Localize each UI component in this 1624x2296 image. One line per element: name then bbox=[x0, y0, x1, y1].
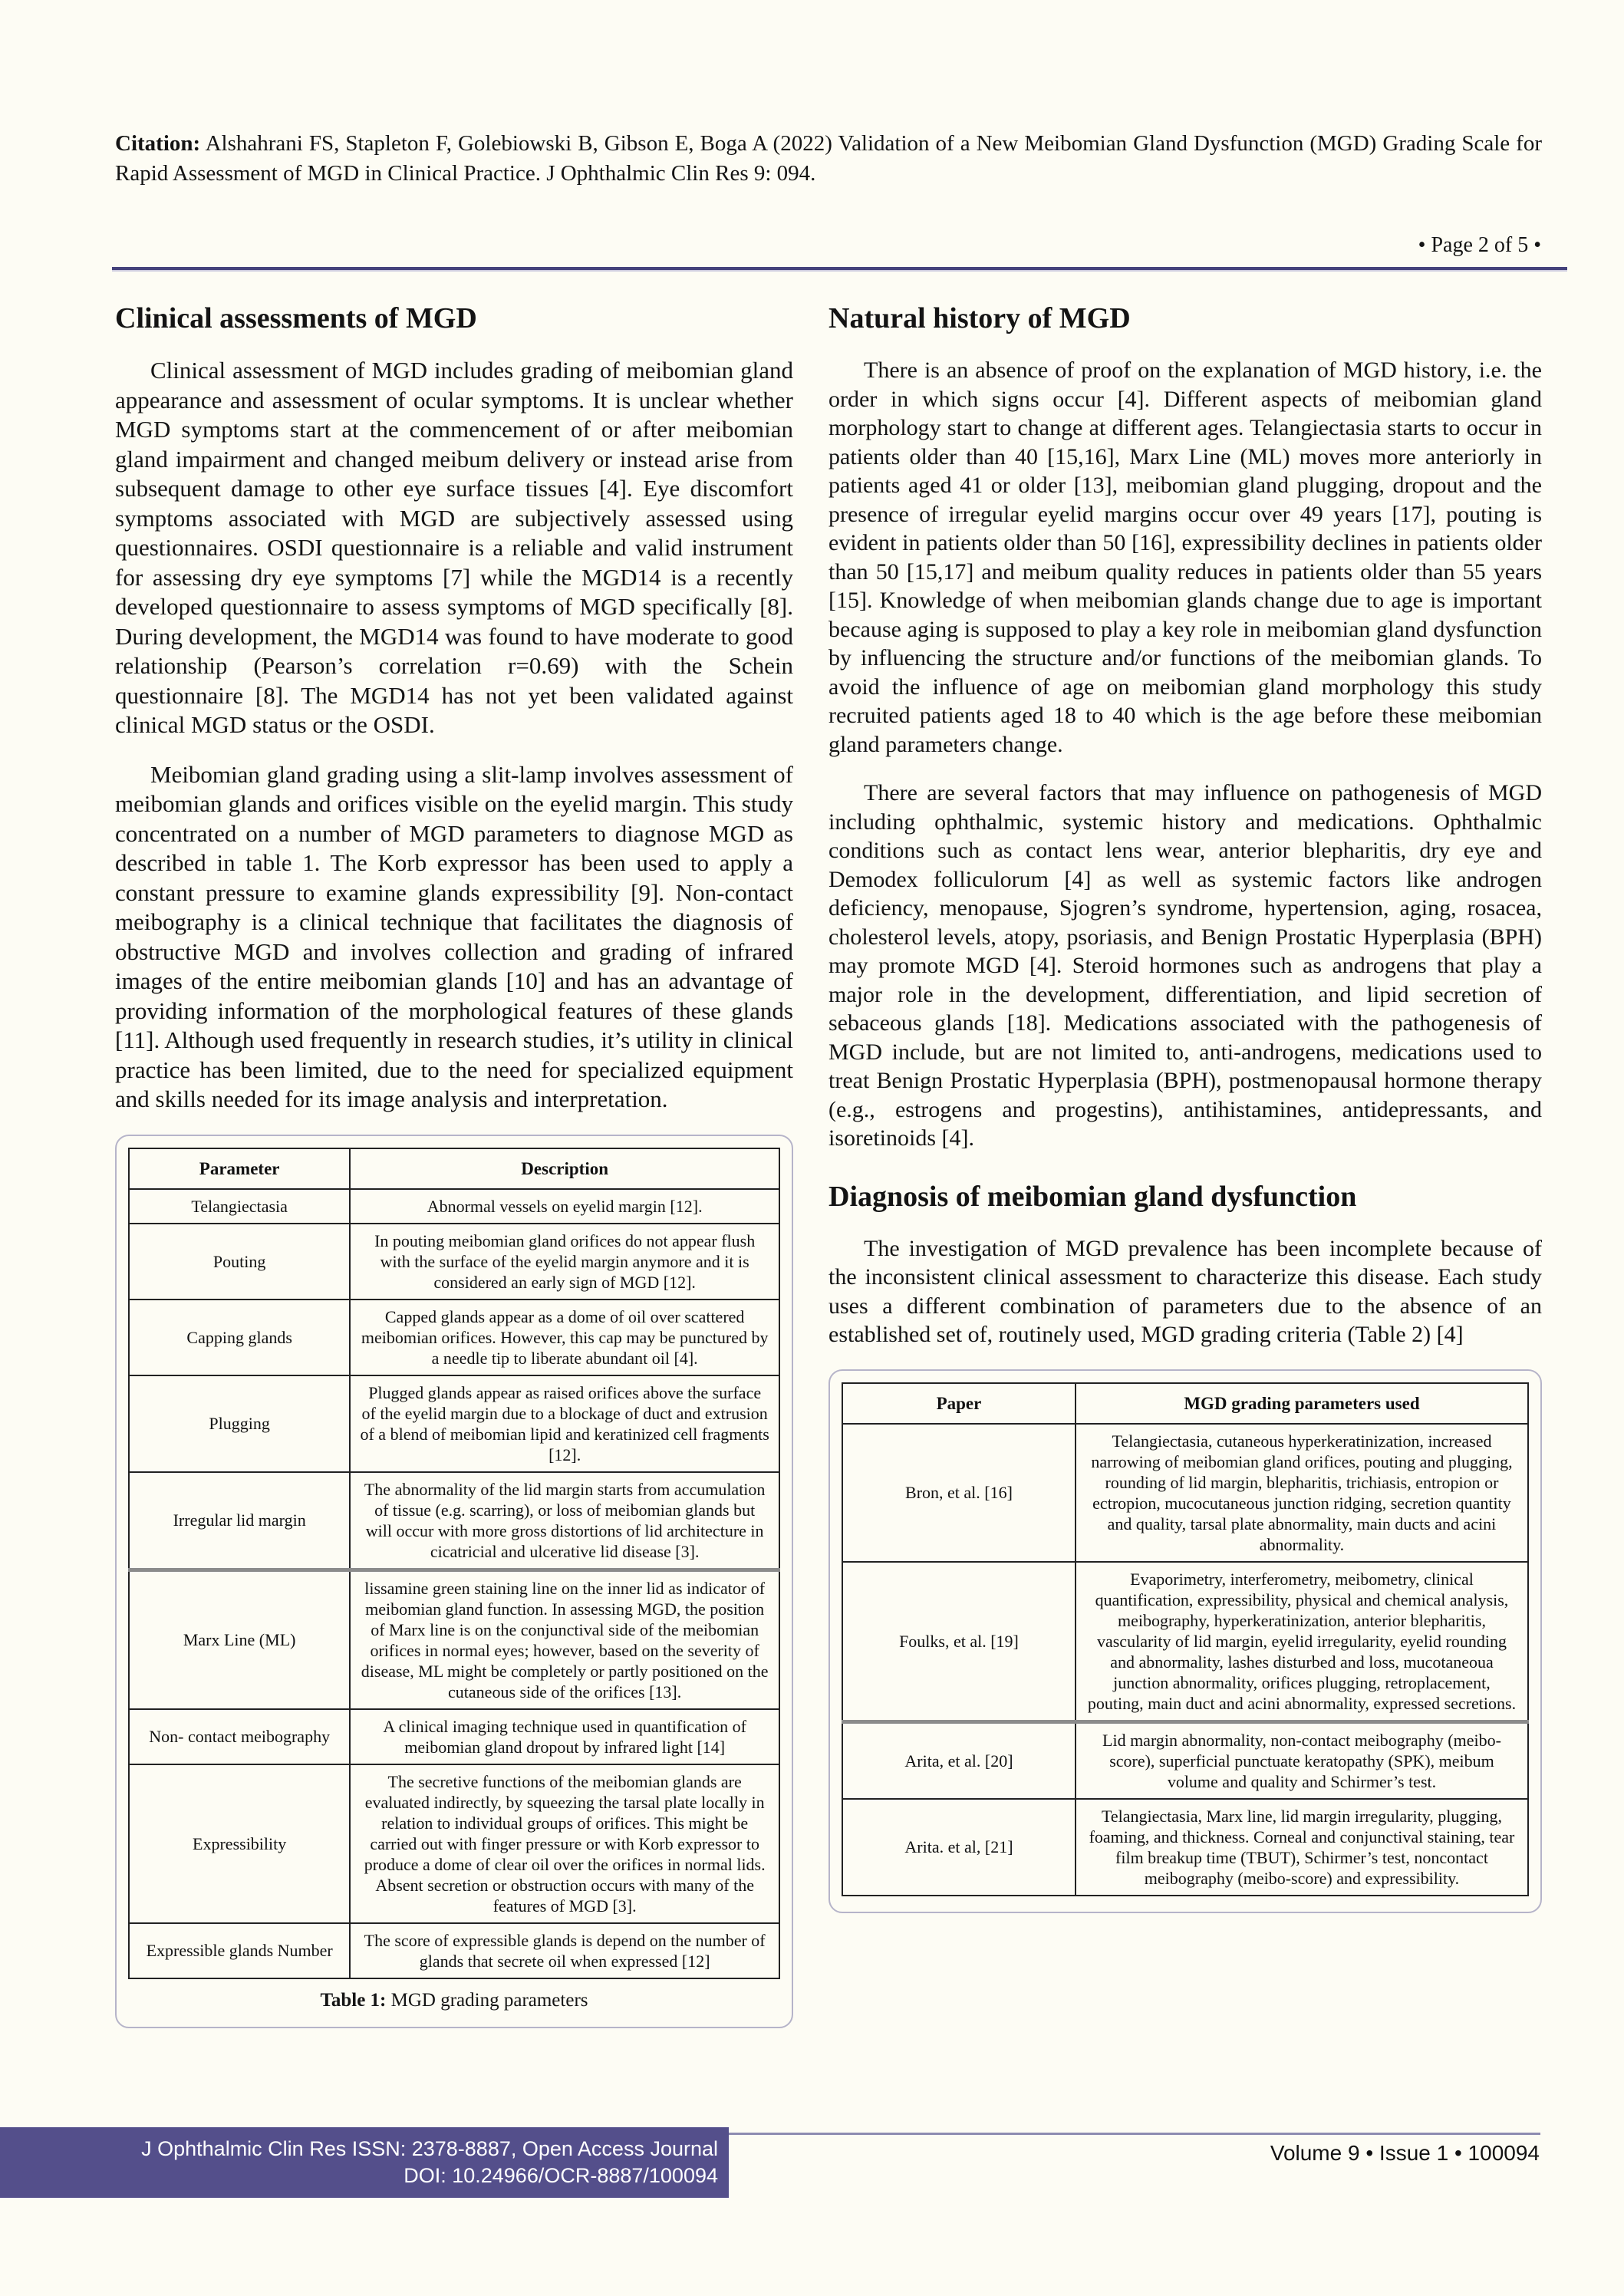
header-rule bbox=[112, 267, 1567, 272]
paragraph: Meibomian gland grading using a slit-lamp involves assessment of meibomian glands and orifices visible on the eyelid margin. This study concentrated on a number of MGD parameters to diagnose MGD as described in table 1. The Korb expressor has been used to apply a constant pressure to examine glands expressibility [9]. Non-contact meibography is a clinical technique that facilitates the diagnosis of obstructive MGD and involves collection and grading of infrared images of the entire meibomian glands [10] and has an advantage of providing information of the morphological features of these glands [11]. Although used frequently in research studies, it’s utility in clinical practice has been limited, due to the need for specialized equipment and skills needed for its image analysis and interpretation. bbox=[115, 760, 793, 1112]
description-cell: The secretive functions of the meibomian glands are evaluated indirectly, by squeezing the tarsal plate locally in relation to individual groups of orifices. This might be carried out with finger pressure or with Korb expressor to produce a dome of clear oil over the orifices in normal lids. Absent secretion or obstruction occurs with many of the features of MGD [3]. bbox=[350, 1764, 779, 1923]
right-column bbox=[828, 301, 1542, 1913]
parameter-cell: Expressibility bbox=[129, 1764, 350, 1923]
volume-issue-label: Volume 9 • Issue 1 • 100094 bbox=[1270, 2141, 1540, 2165]
table-header-row bbox=[842, 1383, 1528, 1424]
table-row bbox=[129, 1224, 779, 1300]
parameters-used-cell: Lid margin abnormality, non-contact meibography (meibo-score), superficial punctuate keratopathy (SPK), meibum volume and quality and Schirmer’s test. bbox=[1076, 1721, 1528, 1799]
parameters-used-cell: Telangiectasia, cutaneous hyperkeratinization, increased narrowing of meibomian gland orifices, pouting and plugging, rounding of lid margin, blepharitis, trichiasis, entropion or ectropion, mucocutaneous junction ridging, secretion quantity and quality, tarsal plate abnormality, main ducts and acini abnormality. bbox=[1076, 1424, 1528, 1562]
parameter-cell: Plugging bbox=[129, 1375, 350, 1472]
parameter-cell: Non- contact meibography bbox=[129, 1709, 350, 1764]
description-cell: In pouting meibomian gland orifices do not appear flush with the surface of the eyelid margin anymore and it is considered an early sign of MGD [12]. bbox=[350, 1224, 779, 1300]
description-cell: The abnormality of the lid margin starts from accumulation of tissue (e.g. scarring), or loss of meibomian glands but will occur with more gross distortions of lid architecture in cicatricial and ulcerative lid disease [3]. bbox=[350, 1472, 779, 1570]
paragraph: The investigation of MGD prevalence has been incomplete because of the inconsistent clinical assessment to characterize this disease. Each study uses a different combination of parameters due to the absence of an established set of, routinely used, MGD grading criteria (Table 2) [4] bbox=[828, 1235, 1542, 1347]
table-row bbox=[842, 1562, 1528, 1722]
table1-caption-label: Table 1: bbox=[320, 1989, 387, 2011]
section-heading-diagnosis: Diagnosis of meibomian gland dysfunction bbox=[828, 1180, 1357, 1213]
table-header-row bbox=[129, 1148, 779, 1189]
paper-cell: Bron, et al. [16] bbox=[842, 1424, 1076, 1562]
table-row bbox=[129, 1764, 779, 1923]
description-cell: Plugged glands appear as raised orifices above the surface of the eyelid margin due to a blockage of duct and extrusion of a blend of meibomian lipid and keratinized cell fragments [12]. bbox=[350, 1375, 779, 1472]
table-row bbox=[129, 1300, 779, 1375]
paper-cell: Foulks, et al. [19] bbox=[842, 1562, 1076, 1722]
mgd-grading-papers-table bbox=[842, 1382, 1529, 1896]
table-row bbox=[129, 1189, 779, 1224]
description-cell: Capped glands appear as a dome of oil over scattered meibomian orifices. However, this cap may be punctured by a needle tip to liberate abundant oil [4]. bbox=[350, 1300, 779, 1375]
paper-cell: Arita. et al, [21] bbox=[842, 1799, 1076, 1896]
page-number: • Page 2 of 5 • bbox=[1418, 233, 1541, 257]
column-header-description: Description bbox=[350, 1148, 779, 1189]
description-cell: Abnormal vessels on eyelid margin [12]. bbox=[350, 1189, 779, 1224]
journal-issn-line: J Ophthalmic Clin Res ISSN: 2378-8887, Open Access Journal bbox=[141, 2137, 718, 2160]
table1-container bbox=[115, 1135, 793, 2028]
parameter-cell: Expressible glands Number bbox=[129, 1923, 350, 1978]
table-row bbox=[129, 1375, 779, 1472]
parameter-cell: Marx Line (ML) bbox=[129, 1570, 350, 1709]
table-row bbox=[842, 1799, 1528, 1896]
table-row bbox=[129, 1472, 779, 1570]
parameter-cell: Telangiectasia bbox=[129, 1189, 350, 1224]
parameters-used-cell: Telangiectasia, Marx line, lid margin irregularity, plugging, foaming, and thickness. Corneal and conjunctival staining, tear film breakup time (TBUT), Schirmer’s test, noncontact meibography (meibo-score) and expressibility. bbox=[1076, 1799, 1528, 1896]
mgd-parameters-table bbox=[128, 1148, 780, 1979]
citation bbox=[115, 129, 1542, 189]
parameter-cell: Pouting bbox=[129, 1224, 350, 1300]
table-row bbox=[842, 1424, 1528, 1562]
description-cell: A clinical imaging technique used in quantification of meibomian gland dropout by infrared light [14] bbox=[350, 1709, 779, 1764]
citation-text: Alshahrani FS, Stapleton F, Golebiowski B, Gibson E, Boga A (2022) Validation of a New Meibomian Gland Dysfunction (MGD) Grading Scale for Rapid Assessment of MGD in Clinical Practice. J Ophthalmic Clin Res 9: 094. bbox=[115, 131, 1542, 186]
citation-label: Citation: bbox=[115, 131, 201, 156]
section-heading-natural-history: Natural history of MGD bbox=[828, 302, 1131, 334]
footer-rule bbox=[729, 2133, 1540, 2135]
table-row bbox=[129, 1923, 779, 1978]
description-cell: The score of expressible glands is depend on the number of glands that secrete oil when expressed [12] bbox=[350, 1923, 779, 1978]
parameter-cell: Irregular lid margin bbox=[129, 1472, 350, 1570]
journal-footer-banner bbox=[0, 2127, 729, 2198]
description-cell: lissamine green staining line on the inner lid as indicator of meibomian gland function. In assessing MGD, the position of Marx line is on the conjunctival side of the meibomian orifices in normal eyes; however, based on the severity of disease, ML might be completely or partly positioned on the cutaneous side of the orifices [13]. bbox=[350, 1570, 779, 1709]
parameters-used-cell: Evaporimetry, interferometry, meibometry, clinical quantification, expressibility, physical and chemical analysis, meibography, hyperkeratinization, anterior blepharitis, vascularity of lid margin, eyelid irregularity, eyelid rounding and abnormality, lashes disturbed and loss, mucotaneoua junction abnormality, orifices plugging, retroplacement, pouting, main duct and acini abnormality, expressed secretions. bbox=[1076, 1562, 1528, 1722]
paragraph: There are several factors that may influence on pathogenesis of MGD including ophthalmic, systemic history and medications. Ophthalmic conditions such as contact lens wear, anterior blepharitis, dry eye and Demodex folliculorum [4] as well as systemic factors like androgen deficiency, menopause, Sjogren’s syndrome, hypertension, aging, rosacea, cholesterol levels, atopy, psoriasis, and Benign Prostatic Hyperplasia (BPH) may promote MGD [4]. Steroid hormones such as androgens that play a major role in the development, differentiation, and lipid secretion of sebaceous glands [18]. Medications associated with the pathogenesis of MGD include, but are not limited to, anti-androgens, medications used to treat Benign Prostatic Hyperplasia (BPH), postmenopausal hormone therapy (e.g., estrogens and progestins), antihistamines, antidepressants, and isoretinoids [4]. bbox=[828, 780, 1542, 1151]
parameter-cell: Capping glands bbox=[129, 1300, 350, 1375]
column-header-paper: Paper bbox=[842, 1383, 1076, 1424]
table-row bbox=[129, 1570, 779, 1709]
paper-cell: Arita, et al. [20] bbox=[842, 1721, 1076, 1799]
table2-container bbox=[828, 1369, 1542, 1913]
left-column bbox=[115, 301, 793, 2028]
paragraph: Clinical assessment of MGD includes grading of meibomian gland appearance and assessment of ocular symptoms. It is unclear whether MGD symptoms start at the commencement of or after meibomian gland impairment and changed meibum delivery or instead arise from subsequent damage to other eye surface tissues [4]. Eye discomfort symptoms associated with MGD are subjectively assessed using questionnaires. OSDI questionnaire is a reliable and valid instrument for assessing dry eye symptoms [7] while the MGD14 is a recently developed questionnaire to assess symptoms of MGD specifically [8]. During development, the MGD14 was found to have moderate to good relationship (Pearson’s correlation r=0.69) with the Schein questionnaire [8]. The MGD14 has not yet been validated against clinical MGD status or the OSDI. bbox=[115, 357, 793, 738]
table1-caption: Table 1: MGD grading parameters bbox=[320, 1989, 588, 2011]
section-heading-clinical-assessments: Clinical assessments of MGD bbox=[115, 302, 477, 334]
paragraph: There is an absence of proof on the explanation of MGD history, i.e. the order in which signs occur [4]. Different aspects of meibomian gland morphology start to change at different ages. Telangiectasia starts to occur in patients older than 40 [15,16], Marx Line (ML) moves more anteriorly in patients aged 41 or older [13], meibomian gland plugging, dropout and the presence of irregular eyelid margins occur over 49 years [17], pouting is evident in patients older than 50 [16], expressibility declines in patients older than 50 [15,17] and meibum quality reduces in patients older than 55 years [15]. Knowledge of when meibomian glands change due to age is important because aging is supposed to play a key role in meibomian gland dysfunction by influencing the structure and/or functions of the meibomian glands. To avoid the influence of age on meibomian gland morphology this study recruited patients aged 18 to 40 which is the age before these meibomian gland parameters change. bbox=[828, 357, 1542, 757]
column-header-parameter: Parameter bbox=[129, 1148, 350, 1189]
table-row bbox=[129, 1709, 779, 1764]
journal-doi-line: DOI: 10.24966/OCR-8887/100094 bbox=[404, 2164, 718, 2187]
table-row bbox=[842, 1721, 1528, 1799]
column-header-parameters-used: MGD grading parameters used bbox=[1076, 1383, 1528, 1424]
